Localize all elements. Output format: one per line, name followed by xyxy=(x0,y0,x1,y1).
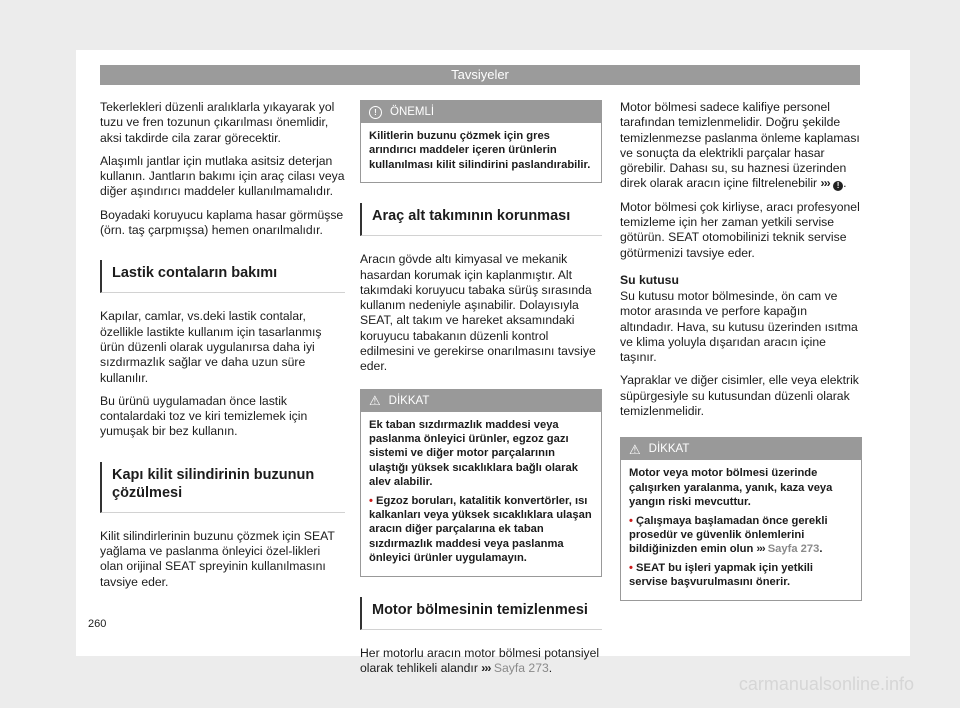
warning-bullet: • Çalışmaya başlamadan önce gerekli prosedür ve güvenlik önlemlerini bildiğinizden emin olun ››› Sayfa 273. xyxy=(629,514,828,556)
paragraph: Su kutusu motor bölmesinde, ön cam ve motor arasında ve perfore kapağın altındadır. Hava, su kutusu üzerinden ısıtma ve klima yoluyla dışarıdan aracın içine taşınır. xyxy=(620,288,858,365)
warning-text: Ek taban sızdırmazlık maddesi veya paslanma önleyici ürünler, egzoz gazı sistemi ve diğer motor parçalarının ulaştığı yüksek sıcaklıklara bağlı olarak alev alabilir. xyxy=(369,418,578,489)
bullet-dot-icon: • xyxy=(369,494,377,507)
paragraph: Boyadaki koruyucu kaplama hasar görmüşse (örn. taş çarpmışsa) hemen onarılmalıdır. xyxy=(100,207,344,238)
paragraph: Motor bölmesi çok kirliyse, aracı profesyonel temizleme için her zaman yetkili servise götürün. SEAT otomobilinizi teknik servise götürmenizi tavsiye eder. xyxy=(620,199,860,260)
paragraph: Yapraklar ve diğer cisimler, elle veya elektrik süpürgesiyle su kutusundan düzenli olarak temizlenmelidir. xyxy=(620,373,859,419)
page-reference-link[interactable]: Sayfa 273 xyxy=(767,543,820,556)
cross-ref-arrow: ››› xyxy=(756,543,765,556)
bullet-dot-icon: • xyxy=(629,514,637,527)
info-circle-icon: ! xyxy=(369,106,382,119)
warning-bullet: • SEAT bu işleri yapmak için yetkili servise başvurulmasını önerir. xyxy=(629,561,814,589)
cross-ref-arrow: ››› xyxy=(820,176,830,191)
notice-box xyxy=(360,100,602,183)
warning-triangle-icon: ⚠ xyxy=(369,393,381,409)
notice-title: ÖNEMLİ xyxy=(390,106,435,118)
page-reference-link[interactable]: Sayfa 273 xyxy=(493,660,549,675)
section-heading: Araç alt takımının korunması xyxy=(360,203,602,236)
watermark: carmanualsonline.info xyxy=(738,674,914,694)
warning-title: DİKKAT xyxy=(388,394,430,407)
paragraph: Kapılar, camlar, vs.deki lastik contalar, özellikle lastikte kullanım için tasarlanmış ürün düzenli olarak uygulanırsa daha iyi sızdırmazlık sağlar ve daha uzun süre kullanılır. xyxy=(100,309,322,385)
paragraph: Motor bölmesi sadece kalifiye personel tarafından temizlenmelidir. Doğru şekilde temizlenmezse paslanma önleme kaplaması ve sonuçta da elektrikli parçalar hasar görebilir. Dahası su, su haznesi üzerinden direk olarak aracın içine filtrelenebilir ››› ! . xyxy=(620,100,860,191)
paragraph: Kilit silindirlerinin buzunu çözmek için SEAT yağlama ve paslanma önleyici özel-likleri olan orijinal SEAT spreyinin kullanılmasını tavsiye eder. xyxy=(100,528,335,589)
column-1 xyxy=(100,100,345,598)
section-heading: Lastik contaların bakımı xyxy=(100,260,345,293)
column-3 xyxy=(620,100,862,615)
page-header: Tavsiyeler xyxy=(100,65,860,85)
section-heading: Kapı kilit silindirinin buzunun çözülmesi xyxy=(100,462,345,513)
paragraph: Bu ürünü uygulamadan önce lastik contalardaki toz ve kiri temizlemek için yumuşak bir bez kullanın. xyxy=(100,393,308,439)
exclamation-circle-icon: ! xyxy=(833,181,843,191)
subheading: Su kutusu xyxy=(620,272,679,287)
warning-bullet: • Egzoz boruları, katalitik konvertörler, ısı kalkanları veya yüksek sıcaklıklara ulaşan aracın diğer parçalarına ek taban sızdırmazlık maddesi veya paslanma önleyici ürünler uygulamayın. xyxy=(369,494,592,565)
warning-box xyxy=(360,389,602,577)
warning-triangle-icon: ⚠ xyxy=(629,441,641,457)
section-heading: Motor bölmesinin temizlenmesi xyxy=(360,597,602,630)
warning-title: DİKKAT xyxy=(648,443,690,456)
notice-text: Kilitlerin buzunu çözmek için gres arındırıcı maddeler içeren ürünlerin kullanılması kilit silindirini paslandırabilir. xyxy=(369,130,591,171)
page-number: 260 xyxy=(88,618,107,630)
warning-text: Motor veya motor bölmesi üzerinde çalışırken yaralanma, yanık, kaza veya yangın riski mevcuttur. xyxy=(629,467,833,509)
bullet-dot-icon: • xyxy=(629,561,637,574)
paragraph: Tekerlekleri düzenli aralıklarla yıkayarak yol tuzu ve fren tozunun çıkarılması önemlidir, aksi takdirde cila zarar görecektir. xyxy=(100,100,335,145)
paragraph: Aracın gövde altı kimyasal ve mekanik hasardan korumak için kaplanmıştır. Alt takımdaki koruyucu tabaka sürüş sırasında kullanım nedeniyle aşınabilir. Dolayısıyla SEAT, alt takım ve hareket aksamındaki koruyucu tabakanın düzenli kontrol edilmesini ve gerekirse onarılmasını tavsiye eder. xyxy=(360,252,596,374)
warning-box xyxy=(620,437,862,600)
paragraph: Her motorlu aracın motor bölmesi potansiyel olarak tehlikeli alandır ››› Sayfa 273. xyxy=(360,645,600,675)
paragraph: Alaşımlı jantlar için mutlaka asitsiz deterjan kullanın. Jantların bakımı için araç cilası veya diğer aşındırıcı maddeler kullanılmamalıdır. xyxy=(100,153,345,199)
cross-ref-arrow: ››› xyxy=(481,660,491,675)
column-2 xyxy=(360,100,602,684)
